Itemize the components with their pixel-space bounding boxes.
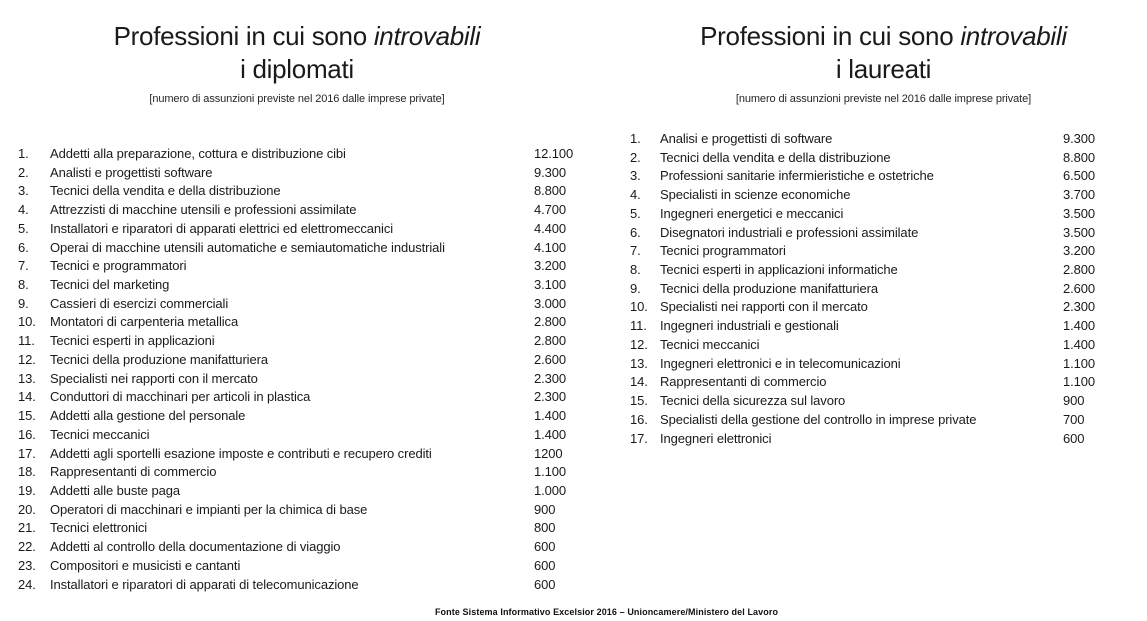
item-value: 1.100 [1063,355,1096,371]
item-rank: 4. [630,187,641,203]
list-item [630,131,1147,150]
right-title-line2: i laureati [835,54,932,84]
item-profession: Specialisti nei rapporti con il mercato [660,299,868,315]
list-item [18,389,594,408]
list-item [18,446,594,465]
item-value: 1.100 [1063,374,1096,390]
item-value: 6.500 [1063,168,1096,184]
item-profession: Operai di macchine utensili automatiche e semiautomatiche industriali [50,239,445,255]
item-rank: 17. [18,445,36,461]
item-rank: 14. [630,374,648,390]
item-rank: 7. [18,258,29,274]
item-profession: Professioni sanitarie infermieristiche e ostetriche [660,168,934,184]
list-item [630,168,1147,187]
item-profession: Tecnici della produzione manifatturiera [50,351,268,367]
list-item [18,240,594,259]
item-value: 1.400 [1063,318,1096,334]
item-value: 3.000 [534,295,567,311]
item-profession: Tecnici della produzione manifatturiera [660,280,878,296]
item-rank: 8. [630,262,641,278]
item-profession: Installatori e riparatori di apparati di telecomunicazione [50,576,359,592]
left-title-italic: introvabili [373,21,481,51]
item-profession: Montatori di carpenteria metallica [50,314,239,330]
list-item [18,483,594,502]
list-item [18,146,594,165]
left-title-line1 [0,20,594,53]
item-value: 3.700 [1063,187,1096,203]
item-profession: Ingegneri energetici e meccanici [660,205,844,221]
item-profession: Addetti al controllo della documentazione di viaggio [50,539,341,555]
item-value: 700 [1063,411,1085,427]
source-footer: Fonte Sistema Informativo Excelsior 2016 – Unioncamere/Ministero del Lavoro [434,607,779,617]
list-item [18,520,594,539]
item-value: 1.100 [534,464,567,480]
item-profession: Tecnici esperti in applicazioni [50,333,215,349]
list-item [630,150,1147,169]
list-item [18,202,594,221]
item-value: 4.100 [534,239,567,255]
item-profession: Tecnici e programmatori [50,258,187,274]
list-item [18,464,594,483]
item-rank: 14. [18,389,36,405]
item-value: 1200 [534,445,563,461]
list-item [18,333,594,352]
item-rank: 6. [18,239,29,255]
item-rank: 11. [18,333,35,349]
list-item [18,258,594,277]
item-profession: Attrezzisti di macchine utensili e professioni assimilate [50,202,357,218]
item-value: 900 [534,501,556,517]
item-profession: Tecnici meccanici [50,426,150,442]
item-profession: Rappresentanti di commercio [50,464,217,480]
item-value: 600 [534,539,556,555]
item-value: 3.500 [1063,205,1096,221]
item-profession: Addetti alla gestione del personale [50,408,246,424]
list-item [630,206,1147,225]
list-item [630,318,1147,337]
item-value: 2.600 [534,351,567,367]
item-value: 4.400 [534,220,567,236]
list-item [18,577,594,596]
item-profession: Rappresentanti di commercio [660,374,827,390]
list-item [630,393,1147,412]
right-title-prefix: Professioni in cui sono [700,21,961,51]
item-rank: 23. [18,557,36,573]
list-item [18,502,594,521]
list-item [630,187,1147,206]
item-profession: Tecnici della vendita e della distribuzione [50,183,281,199]
item-value: 2.800 [534,314,567,330]
item-rank: 5. [630,205,641,221]
item-profession: Addetti alle buste paga [50,482,180,498]
list-item [18,314,594,333]
item-rank: 2. [630,149,641,165]
item-rank: 19. [18,482,36,498]
item-profession: Installatori e riparatori di apparati elettrici ed elettromeccanici [50,220,394,236]
list-item [630,412,1147,431]
item-rank: 15. [630,393,648,409]
item-rank: 4. [18,202,29,218]
list-item [18,408,594,427]
item-profession: Analisi e progettisti di software [660,131,833,146]
item-value: 3.200 [1063,243,1096,259]
item-rank: 5. [18,220,29,236]
left-subtitle: [numero di assunzioni previste nel 2016 dalle imprese private] [149,93,445,105]
item-value: 2.300 [1063,299,1096,315]
list-item [18,277,594,296]
item-rank: 13. [18,370,36,386]
item-value: 4.700 [534,202,567,218]
item-value: 2.800 [1063,262,1096,278]
item-value: 800 [534,520,556,536]
item-profession: Operatori di macchinari e impianti per la chimica di base [50,501,368,517]
item-rank: 11. [630,318,647,334]
item-rank: 24. [18,576,36,592]
list-item [18,296,594,315]
list-item [18,558,594,577]
list-item [630,374,1147,393]
list-item [18,183,594,202]
item-rank: 3. [630,168,641,184]
item-profession: Tecnici elettronici [50,520,148,536]
item-value: 3.200 [534,258,567,274]
item-value: 900 [1063,393,1085,409]
item-profession: Tecnici programmatori [660,243,786,259]
item-rank: 1. [630,131,641,146]
item-value: 2.600 [1063,280,1096,296]
left-title-block [0,20,594,105]
list-item [630,281,1147,300]
item-value: 600 [534,557,556,573]
item-rank: 10. [630,299,648,315]
item-profession: Addetti alla preparazione, cottura e distribuzione cibi [50,146,346,161]
item-profession: Specialisti della gestione del controllo in imprese private [660,411,977,427]
item-value: 8.800 [534,183,567,199]
item-value: 9.300 [1063,131,1096,146]
list-item [18,427,594,446]
item-profession: Ingegneri elettronici e in telecomunicazioni [660,355,901,371]
laureati-rank-list [630,131,1147,449]
item-value: 9.300 [534,164,567,180]
item-profession: Specialisti nei rapporti con il mercato [50,370,258,386]
list-item [630,225,1147,244]
left-title-line2: i diplomati [240,54,354,84]
right-title-italic: introvabili [960,21,1067,51]
item-rank: 2. [18,164,29,180]
item-value: 12.100 [534,146,574,161]
item-profession: Cassieri di esercizi commerciali [50,295,229,311]
item-value: 1.400 [534,408,567,424]
item-rank: 12. [18,351,36,367]
item-rank: 16. [18,426,36,442]
list-item [630,262,1147,281]
item-value: 1.400 [534,426,567,442]
item-value: 1.000 [534,482,567,498]
item-profession: Ingegneri industriali e gestionali [660,318,839,334]
list-item [18,165,594,184]
list-item [18,352,594,371]
list-item [630,431,1147,450]
list-item [18,221,594,240]
item-profession: Tecnici del marketing [50,277,170,293]
list-item [18,371,594,390]
item-rank: 6. [630,224,641,240]
item-rank: 22. [18,539,36,555]
item-profession: Analisti e progettisti software [50,164,213,180]
item-rank: 3. [18,183,29,199]
item-rank: 1. [18,146,29,161]
item-profession: Tecnici della vendita e della distribuzione [660,149,891,165]
item-profession: Compositori e musicisti e cantanti [50,557,241,573]
list-item [18,539,594,558]
right-title-line1 [620,20,1147,53]
item-profession: Conduttori di macchinari per articoli in plastica [50,389,311,405]
left-title-prefix: Professioni in cui sono [113,21,374,51]
item-value: 8.800 [1063,149,1096,165]
item-value: 3.500 [1063,224,1096,240]
item-value: 2.300 [534,370,567,386]
list-item [630,356,1147,375]
right-subtitle: [numero di assunzioni previste nel 2016 dalle imprese private] [735,93,1032,105]
item-rank: 9. [630,280,641,296]
item-profession: Tecnici meccanici [660,336,760,352]
item-profession: Disegnatori industriali e professioni assimilate [660,224,919,240]
item-rank: 9. [18,295,29,311]
item-rank: 13. [630,355,648,371]
right-title-block [620,20,1147,105]
item-rank: 10. [18,314,36,330]
item-value: 600 [1063,430,1085,446]
item-rank: 7. [630,243,641,259]
list-item [630,337,1147,356]
item-rank: 15. [18,408,36,424]
list-item [630,243,1147,262]
item-value: 600 [534,576,556,592]
item-rank: 17. [630,430,648,446]
item-rank: 21. [18,520,36,536]
item-rank: 18. [18,464,36,480]
item-rank: 20. [18,501,36,517]
item-value: 2.300 [534,389,567,405]
item-profession: Tecnici esperti in applicazioni informatiche [660,262,898,278]
item-profession: Tecnici della sicurezza sul lavoro [660,393,846,409]
item-profession: Ingegneri elettronici [660,430,772,446]
item-value: 1.400 [1063,336,1096,352]
item-profession: Addetti agli sportelli esazione imposte e contributi e recupero crediti [50,445,432,461]
list-item [630,299,1147,318]
item-rank: 12. [630,336,648,352]
item-profession: Specialisti in scienze economiche [660,187,851,203]
item-rank: 8. [18,277,29,293]
item-value: 3.100 [534,277,567,293]
item-rank: 16. [630,411,648,427]
diplomati-rank-list [18,146,594,595]
item-value: 2.800 [534,333,567,349]
